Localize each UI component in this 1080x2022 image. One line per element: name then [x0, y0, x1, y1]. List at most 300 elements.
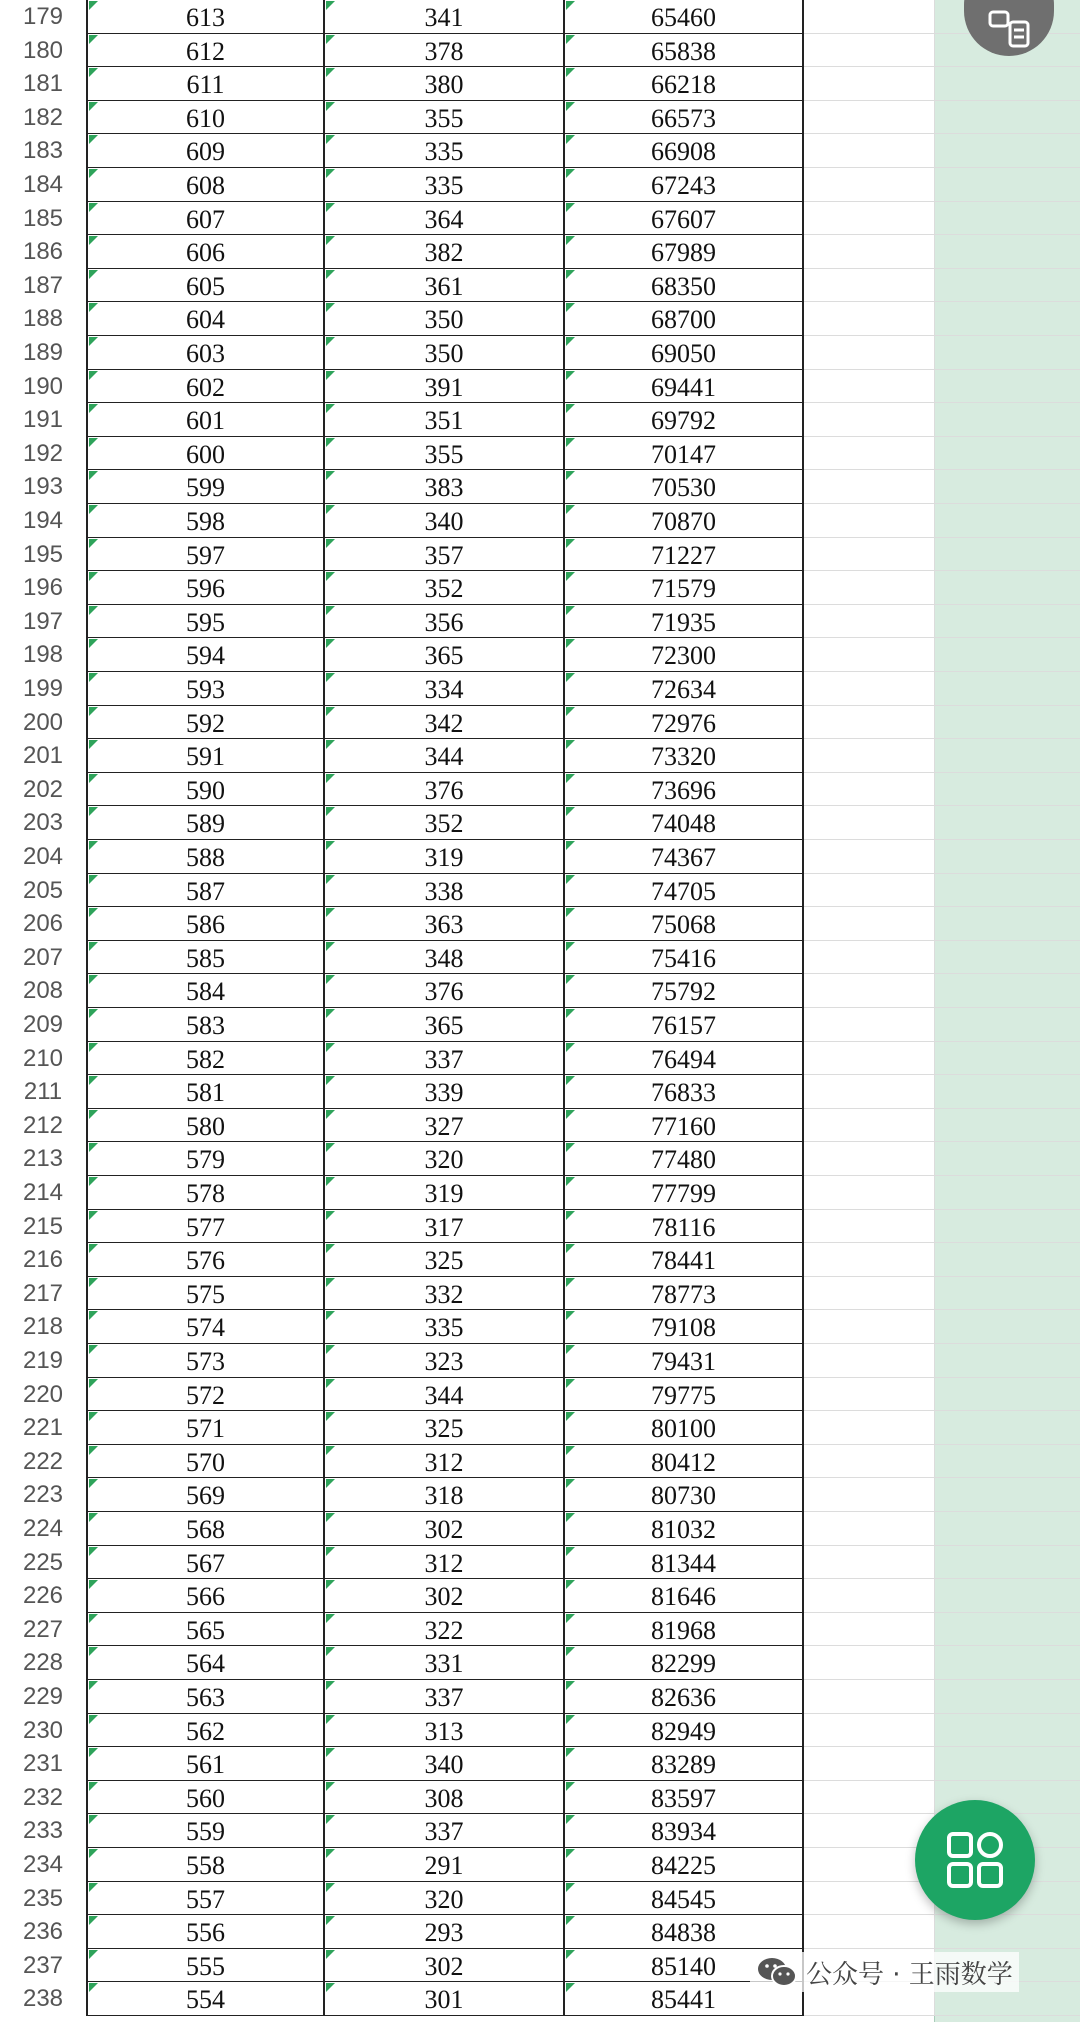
- empty-cells[interactable]: [804, 1915, 1080, 1949]
- cell-cumulative[interactable]: [565, 1445, 804, 1479]
- row-number[interactable]: 191: [0, 403, 86, 437]
- row-number[interactable]: 213: [0, 1142, 86, 1176]
- row-number[interactable]: 189: [0, 336, 86, 370]
- cell-cumulative[interactable]: [565, 403, 804, 437]
- cell-cumulative[interactable]: [565, 1411, 804, 1445]
- empty-cells[interactable]: [804, 1512, 1080, 1546]
- cell-count[interactable]: [325, 1210, 565, 1244]
- cell-cumulative[interactable]: [565, 134, 804, 168]
- cell-count[interactable]: [325, 1882, 565, 1916]
- text-format-marker: [566, 1, 575, 10]
- cell-score[interactable]: [86, 370, 325, 404]
- cell-cumulative[interactable]: [565, 1848, 804, 1882]
- cell-cumulative[interactable]: [565, 1310, 804, 1344]
- cell-score[interactable]: [86, 538, 325, 572]
- text-format-marker: [89, 1614, 98, 1623]
- empty-cells[interactable]: [804, 974, 1080, 1008]
- cell-count[interactable]: [325, 34, 565, 68]
- empty-cells[interactable]: [804, 538, 1080, 572]
- cell-score[interactable]: [86, 1176, 325, 1210]
- cell-count[interactable]: [325, 1848, 565, 1882]
- row-number[interactable]: 208: [0, 974, 86, 1008]
- cell-cumulative[interactable]: [565, 974, 804, 1008]
- row-number[interactable]: 195: [0, 538, 86, 572]
- row-number[interactable]: 181: [0, 67, 86, 101]
- empty-cells[interactable]: [804, 1411, 1080, 1445]
- row-number[interactable]: 182: [0, 101, 86, 135]
- row-number[interactable]: 190: [0, 370, 86, 404]
- cell-score[interactable]: [86, 202, 325, 236]
- empty-cells[interactable]: [804, 806, 1080, 840]
- cell-score[interactable]: [86, 1378, 325, 1412]
- row-number[interactable]: 223: [0, 1478, 86, 1512]
- cell-cumulative[interactable]: [565, 1176, 804, 1210]
- cell-score[interactable]: [86, 504, 325, 538]
- cell-count[interactable]: [325, 1680, 565, 1714]
- empty-cells[interactable]: [804, 168, 1080, 202]
- cell-score[interactable]: [86, 1882, 325, 1916]
- cell-cumulative[interactable]: [565, 370, 804, 404]
- cell-score[interactable]: [86, 1613, 325, 1647]
- cell-cumulative[interactable]: [565, 1042, 804, 1076]
- row-number[interactable]: 210: [0, 1042, 86, 1076]
- cell-count[interactable]: [325, 907, 565, 941]
- cell-score[interactable]: [86, 1814, 325, 1848]
- cell-count[interactable]: [325, 840, 565, 874]
- empty-cells[interactable]: [804, 874, 1080, 908]
- cell-score[interactable]: [86, 1210, 325, 1244]
- row-number[interactable]: 202: [0, 773, 86, 807]
- empty-cells[interactable]: [804, 1075, 1080, 1109]
- row-number[interactable]: 188: [0, 302, 86, 336]
- cell-count[interactable]: [325, 1243, 565, 1277]
- cell-count[interactable]: [325, 1646, 565, 1680]
- cell-score[interactable]: [86, 269, 325, 303]
- row-number[interactable]: 215: [0, 1210, 86, 1244]
- cell-count[interactable]: [325, 806, 565, 840]
- empty-cells[interactable]: [804, 1714, 1080, 1748]
- cell-count[interactable]: [325, 605, 565, 639]
- row-number[interactable]: 234: [0, 1848, 86, 1882]
- row-number[interactable]: 212: [0, 1109, 86, 1143]
- cell-count[interactable]: [325, 1781, 565, 1815]
- cell-count[interactable]: [325, 1478, 565, 1512]
- cell-count[interactable]: [325, 67, 565, 101]
- row-number[interactable]: 228: [0, 1646, 86, 1680]
- cell-cumulative[interactable]: [565, 1109, 804, 1143]
- cell-score[interactable]: [86, 0, 325, 34]
- cell-cumulative[interactable]: [565, 806, 804, 840]
- cell-cumulative[interactable]: [565, 1915, 804, 1949]
- row-number[interactable]: 205: [0, 874, 86, 908]
- cell-count[interactable]: [325, 941, 565, 975]
- empty-cells[interactable]: [804, 638, 1080, 672]
- cell-count[interactable]: [325, 336, 565, 370]
- cell-score[interactable]: [86, 806, 325, 840]
- row-number[interactable]: 230: [0, 1714, 86, 1748]
- empty-cells[interactable]: [804, 840, 1080, 874]
- cell-score[interactable]: [86, 605, 325, 639]
- cell-score[interactable]: [86, 1714, 325, 1748]
- cell-score[interactable]: [86, 672, 325, 706]
- empty-cells[interactable]: [804, 1344, 1080, 1378]
- cell-cumulative[interactable]: [565, 504, 804, 538]
- empty-cells[interactable]: [804, 1445, 1080, 1479]
- empty-cells[interactable]: [804, 67, 1080, 101]
- row-number[interactable]: 214: [0, 1176, 86, 1210]
- cell-cumulative[interactable]: [565, 0, 804, 34]
- empty-cells[interactable]: [804, 1646, 1080, 1680]
- cell-score[interactable]: [86, 739, 325, 773]
- row-number[interactable]: 238: [0, 1982, 86, 2016]
- cell-count[interactable]: [325, 739, 565, 773]
- empty-cells[interactable]: [804, 302, 1080, 336]
- grid-line: [934, 1714, 935, 1747]
- cell-cumulative[interactable]: [565, 739, 804, 773]
- row-number[interactable]: 180: [0, 34, 86, 68]
- cell-count[interactable]: [325, 1579, 565, 1613]
- row-number[interactable]: 187: [0, 269, 86, 303]
- cell-cumulative[interactable]: [565, 1781, 804, 1815]
- cell-cumulative[interactable]: [565, 470, 804, 504]
- row-number[interactable]: 207: [0, 941, 86, 975]
- cell-score[interactable]: [86, 1781, 325, 1815]
- empty-cells[interactable]: [804, 1378, 1080, 1412]
- cell-count[interactable]: [325, 638, 565, 672]
- cell-score[interactable]: [86, 1142, 325, 1176]
- row-number[interactable]: 179: [0, 0, 86, 34]
- row-number[interactable]: 204: [0, 840, 86, 874]
- empty-cells[interactable]: [804, 1176, 1080, 1210]
- cell-cumulative[interactable]: [565, 336, 804, 370]
- empty-cells[interactable]: [804, 202, 1080, 236]
- empty-cells[interactable]: [804, 437, 1080, 471]
- cell-score[interactable]: [86, 1512, 325, 1546]
- cell-count[interactable]: [325, 1109, 565, 1143]
- empty-cells[interactable]: [804, 1478, 1080, 1512]
- row-number[interactable]: 236: [0, 1915, 86, 1949]
- cell-cumulative[interactable]: [565, 168, 804, 202]
- empty-cells[interactable]: [804, 672, 1080, 706]
- cell-count[interactable]: [325, 1747, 565, 1781]
- cell-count[interactable]: [325, 1344, 565, 1378]
- cell-score[interactable]: [86, 470, 325, 504]
- empty-cells[interactable]: [804, 1210, 1080, 1244]
- cell-score[interactable]: [86, 134, 325, 168]
- cell-count[interactable]: [325, 1949, 565, 1983]
- cell-count[interactable]: [325, 773, 565, 807]
- cell-count[interactable]: [325, 235, 565, 269]
- cell-score[interactable]: [86, 1747, 325, 1781]
- cell-count[interactable]: [325, 1008, 565, 1042]
- cell-score[interactable]: [86, 907, 325, 941]
- row-number[interactable]: 227: [0, 1613, 86, 1647]
- cell-cumulative[interactable]: [565, 1882, 804, 1916]
- text-format-marker: [326, 841, 335, 850]
- cell-cumulative[interactable]: [565, 1714, 804, 1748]
- cell-cumulative[interactable]: [565, 34, 804, 68]
- cell-count[interactable]: [325, 1378, 565, 1412]
- row-number[interactable]: 185: [0, 202, 86, 236]
- empty-cells[interactable]: [804, 1008, 1080, 1042]
- cell-cumulative[interactable]: [565, 1579, 804, 1613]
- cell-count[interactable]: [325, 1814, 565, 1848]
- cell-cumulative[interactable]: [565, 1210, 804, 1244]
- cell-cumulative[interactable]: [565, 907, 804, 941]
- row-number[interactable]: 194: [0, 504, 86, 538]
- cell-count[interactable]: [325, 101, 565, 135]
- empty-cells[interactable]: [804, 1747, 1080, 1781]
- cell-cumulative[interactable]: [565, 1512, 804, 1546]
- cell-score[interactable]: [86, 34, 325, 68]
- cell-count[interactable]: [325, 974, 565, 1008]
- cell-count[interactable]: [325, 1142, 565, 1176]
- cell-cumulative[interactable]: [565, 1277, 804, 1311]
- row-number[interactable]: 233: [0, 1814, 86, 1848]
- cell-count[interactable]: [325, 1277, 565, 1311]
- cell-count[interactable]: [325, 202, 565, 236]
- cell-count[interactable]: [325, 269, 565, 303]
- cell-count[interactable]: [325, 538, 565, 572]
- cell-score[interactable]: [86, 1680, 325, 1714]
- cell-count[interactable]: [325, 1042, 565, 1076]
- cell-cumulative[interactable]: [565, 1747, 804, 1781]
- cell-score[interactable]: [86, 101, 325, 135]
- cell-score[interactable]: [86, 1042, 325, 1076]
- cell-count[interactable]: [325, 1445, 565, 1479]
- cell-score-text: 592: [186, 708, 225, 738]
- row-number[interactable]: 200: [0, 706, 86, 740]
- cell-score[interactable]: [86, 403, 325, 437]
- row-number[interactable]: 219: [0, 1344, 86, 1378]
- empty-cells[interactable]: [804, 470, 1080, 504]
- cell-cumulative[interactable]: [565, 1478, 804, 1512]
- row-number[interactable]: 218: [0, 1310, 86, 1344]
- cell-score[interactable]: [86, 235, 325, 269]
- cell-score[interactable]: [86, 874, 325, 908]
- empty-cells[interactable]: [804, 1109, 1080, 1143]
- cell-count[interactable]: [325, 437, 565, 471]
- row-number[interactable]: 222: [0, 1445, 86, 1479]
- cell-cumulative[interactable]: [565, 1344, 804, 1378]
- cell-count[interactable]: [325, 1310, 565, 1344]
- cell-cumulative[interactable]: [565, 638, 804, 672]
- cell-cumulative[interactable]: [565, 101, 804, 135]
- cell-count[interactable]: [325, 1982, 565, 2016]
- cell-count[interactable]: [325, 706, 565, 740]
- cell-cumulative[interactable]: [565, 1680, 804, 1714]
- cell-cumulative[interactable]: [565, 269, 804, 303]
- cell-cumulative[interactable]: [565, 1243, 804, 1277]
- empty-cells[interactable]: [804, 101, 1080, 135]
- cell-cumulative[interactable]: [565, 874, 804, 908]
- cell-score[interactable]: [86, 571, 325, 605]
- cell-count[interactable]: [325, 504, 565, 538]
- empty-cells[interactable]: [804, 1277, 1080, 1311]
- cell-cumulative[interactable]: [565, 1814, 804, 1848]
- row-number[interactable]: 203: [0, 806, 86, 840]
- row-number[interactable]: 199: [0, 672, 86, 706]
- row-number[interactable]: 206: [0, 907, 86, 941]
- cell-cumulative[interactable]: [565, 840, 804, 874]
- cell-count[interactable]: [325, 1915, 565, 1949]
- cell-cumulative[interactable]: [565, 605, 804, 639]
- row-number[interactable]: 235: [0, 1882, 86, 1916]
- cell-score[interactable]: [86, 1109, 325, 1143]
- cell-count[interactable]: [325, 1714, 565, 1748]
- cell-count[interactable]: [325, 370, 565, 404]
- row-number[interactable]: 183: [0, 134, 86, 168]
- row-number[interactable]: 216: [0, 1243, 86, 1277]
- empty-cells[interactable]: [804, 1310, 1080, 1344]
- cell-count[interactable]: [325, 1176, 565, 1210]
- cell-cumulative[interactable]: [565, 1546, 804, 1580]
- cell-score[interactable]: [86, 1646, 325, 1680]
- cell-score[interactable]: [86, 302, 325, 336]
- empty-cells[interactable]: [804, 1680, 1080, 1714]
- cell-cumulative[interactable]: [565, 1142, 804, 1176]
- cell-cumulative[interactable]: [565, 1008, 804, 1042]
- empty-cells[interactable]: [804, 739, 1080, 773]
- row-number[interactable]: 220: [0, 1378, 86, 1412]
- empty-cells[interactable]: [804, 403, 1080, 437]
- cell-score[interactable]: [86, 1411, 325, 1445]
- row-number[interactable]: 229: [0, 1680, 86, 1714]
- cell-cumulative[interactable]: [565, 235, 804, 269]
- cell-count[interactable]: [325, 571, 565, 605]
- row-number[interactable]: 184: [0, 168, 86, 202]
- cell-count[interactable]: [325, 1411, 565, 1445]
- empty-cells[interactable]: [804, 571, 1080, 605]
- row-number[interactable]: 197: [0, 605, 86, 639]
- cell-score[interactable]: [86, 1949, 325, 1983]
- row-number[interactable]: 225: [0, 1546, 86, 1580]
- empty-cells[interactable]: [804, 1546, 1080, 1580]
- cell-cumulative[interactable]: [565, 302, 804, 336]
- empty-cells[interactable]: [804, 941, 1080, 975]
- cell-count[interactable]: [325, 0, 565, 34]
- cell-score[interactable]: [86, 840, 325, 874]
- cell-count-text: 380: [424, 70, 464, 100]
- row-number[interactable]: 196: [0, 571, 86, 605]
- cell-cumulative[interactable]: [565, 773, 804, 807]
- empty-cells[interactable]: [804, 235, 1080, 269]
- cell-count-text: 325: [424, 1414, 464, 1444]
- cell-cumulative[interactable]: [565, 1646, 804, 1680]
- cell-score[interactable]: [86, 1075, 325, 1109]
- row-number[interactable]: 224: [0, 1512, 86, 1546]
- cell-cumulative[interactable]: [565, 538, 804, 572]
- cell-count[interactable]: [325, 302, 565, 336]
- cell-count[interactable]: [325, 1613, 565, 1647]
- cell-score[interactable]: [86, 706, 325, 740]
- cell-cumulative[interactable]: [565, 1613, 804, 1647]
- empty-cells[interactable]: [804, 907, 1080, 941]
- empty-cells[interactable]: [804, 1613, 1080, 1647]
- cell-count[interactable]: [325, 1546, 565, 1580]
- cell-count[interactable]: [325, 168, 565, 202]
- empty-cells[interactable]: [804, 504, 1080, 538]
- cell-score[interactable]: [86, 67, 325, 101]
- cell-score[interactable]: [86, 638, 325, 672]
- cell-count[interactable]: [325, 134, 565, 168]
- empty-cells[interactable]: [804, 269, 1080, 303]
- empty-cells[interactable]: [804, 706, 1080, 740]
- row-number[interactable]: 231: [0, 1747, 86, 1781]
- cell-score[interactable]: [86, 1982, 325, 2016]
- cell-score[interactable]: [86, 1008, 325, 1042]
- row-number[interactable]: 186: [0, 235, 86, 269]
- row-number[interactable]: 211: [0, 1075, 86, 1109]
- empty-cells[interactable]: [804, 134, 1080, 168]
- cell-count[interactable]: [325, 874, 565, 908]
- cell-score[interactable]: [86, 1277, 325, 1311]
- cell-score[interactable]: [86, 941, 325, 975]
- empty-cells[interactable]: [804, 336, 1080, 370]
- empty-cells[interactable]: [804, 1243, 1080, 1277]
- cell-cumulative[interactable]: [565, 67, 804, 101]
- empty-cells[interactable]: [804, 1579, 1080, 1613]
- cell-score[interactable]: [86, 168, 325, 202]
- row-number[interactable]: 201: [0, 739, 86, 773]
- row-number[interactable]: 217: [0, 1277, 86, 1311]
- row-number[interactable]: 226: [0, 1579, 86, 1613]
- cell-count[interactable]: [325, 1075, 565, 1109]
- cell-score[interactable]: [86, 974, 325, 1008]
- cell-score[interactable]: [86, 1915, 325, 1949]
- grid-line: [934, 1680, 935, 1713]
- row-number[interactable]: 193: [0, 470, 86, 504]
- row-number[interactable]: 221: [0, 1411, 86, 1445]
- row-number[interactable]: 232: [0, 1781, 86, 1815]
- cell-score[interactable]: [86, 773, 325, 807]
- empty-cells[interactable]: [804, 605, 1080, 639]
- cell-count[interactable]: [325, 470, 565, 504]
- cell-cumulative[interactable]: [565, 202, 804, 236]
- cell-score[interactable]: [86, 1546, 325, 1580]
- apps-fab-button[interactable]: [915, 1800, 1035, 1920]
- cell-score[interactable]: [86, 437, 325, 471]
- cell-score[interactable]: [86, 1445, 325, 1479]
- cell-count[interactable]: [325, 672, 565, 706]
- cell-count[interactable]: [325, 1512, 565, 1546]
- cell-score[interactable]: [86, 1848, 325, 1882]
- empty-cells[interactable]: [804, 1142, 1080, 1176]
- empty-cells[interactable]: [804, 370, 1080, 404]
- cell-score[interactable]: [86, 1310, 325, 1344]
- row-number[interactable]: 192: [0, 437, 86, 471]
- cell-cumulative[interactable]: [565, 706, 804, 740]
- cell-score[interactable]: [86, 336, 325, 370]
- row-number[interactable]: 209: [0, 1008, 86, 1042]
- empty-cells[interactable]: [804, 773, 1080, 807]
- cell-score[interactable]: [86, 1478, 325, 1512]
- empty-cells[interactable]: [804, 1042, 1080, 1076]
- row-number[interactable]: 198: [0, 638, 86, 672]
- cell-cumulative[interactable]: [565, 672, 804, 706]
- cell-score[interactable]: [86, 1344, 325, 1378]
- cell-cumulative[interactable]: [565, 571, 804, 605]
- cell-score[interactable]: [86, 1579, 325, 1613]
- cell-cumulative[interactable]: [565, 1075, 804, 1109]
- row-number[interactable]: 237: [0, 1949, 86, 1983]
- cell-count[interactable]: [325, 403, 565, 437]
- scan-document-icon: [986, 10, 1032, 50]
- cell-cumulative[interactable]: [565, 437, 804, 471]
- cell-cumulative[interactable]: [565, 1378, 804, 1412]
- cell-cumulative[interactable]: [565, 941, 804, 975]
- cell-score[interactable]: [86, 1243, 325, 1277]
